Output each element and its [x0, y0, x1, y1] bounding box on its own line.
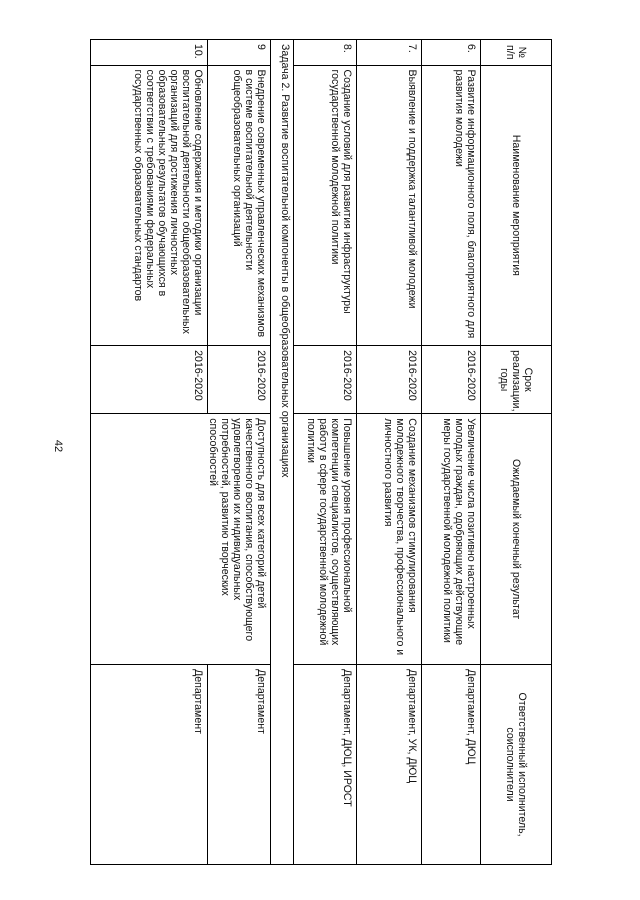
header-term: Срок реализации, годы	[481, 346, 552, 414]
row-result: Увеличение числа позитивно настроенных молодых граждан, одобряющих действующие меры государственной молодежной политики	[422, 414, 481, 665]
row-activity-name: Обновление содержания и методики организации воспитательной деятельности общеобразовательных организаций для достижения личностных образовательных результатов обучающихся в соответствии с требованиями федеральных государственных образовательных стандартов	[91, 65, 208, 346]
row-responsible: Департамент, ДЮЦ	[422, 665, 481, 865]
task-section-row	[271, 40, 294, 865]
row-responsible: Департамент	[91, 665, 208, 865]
row-responsible: Департамент, ДЮЦ, ИРОСТ	[294, 665, 357, 865]
row-number: 9	[208, 40, 271, 66]
row-number: 6.	[422, 40, 481, 66]
rotated-table-frame	[42, 39, 552, 865]
row-term: 2016-2020	[294, 346, 357, 414]
row-activity-name: Создание условий для развития инфраструктуры государственной молодежной политики	[294, 65, 357, 346]
row-number: 10.	[91, 40, 208, 66]
row-responsible: Департамент	[208, 665, 271, 865]
row-activity-name: Выявление и поддержка талантливой молодежи	[357, 65, 422, 346]
header-responsible: Ответственный исполнитель, соисполнители	[481, 665, 552, 865]
row-activity-name: Внедрение современных управленческих механизмов в системе воспитательной деятельности общеобразовательных организаций	[208, 65, 271, 346]
row-term: 2016-2020	[422, 346, 481, 414]
row-number: 7.	[357, 40, 422, 66]
table-row	[357, 40, 422, 865]
table-container	[42, 39, 552, 865]
row-result: Повышение уровня профессиональной компетенции специалистов, осуществляющих работу в сфере государственной молодежной политики	[294, 414, 357, 665]
row-result: Доступность для всех категорий детей качественного воспитания, способствующего удовлетворению их индивидуальных потребностей, развитию творческих способностей	[91, 414, 271, 665]
task-title: Задача 2. Развитие воспитательной компоненты в общеобразовательных организациях	[271, 40, 294, 865]
page-number: 42	[52, 439, 64, 453]
activities-table	[90, 39, 552, 865]
header-number: № п/п	[481, 40, 552, 66]
table-header-row	[481, 40, 552, 865]
row-activity-name: Развитие информационного поля, благоприятного для развития молодежи	[422, 65, 481, 346]
table-row	[422, 40, 481, 865]
row-number: 8.	[294, 40, 357, 66]
row-term: 2016-2020	[357, 346, 422, 414]
table-row	[294, 40, 357, 865]
row-term: 2016-2020	[208, 346, 271, 414]
row-result: Создание механизмов стимулирования молодежного творчества, профессионального и личностного развития	[357, 414, 422, 665]
header-activity-name: Наименование мероприятия	[481, 65, 552, 346]
table-row	[208, 40, 271, 865]
row-term: 2016-2020	[91, 346, 208, 414]
header-result: Ожидаемый конечный результат	[481, 414, 552, 665]
row-responsible: Департамент, УК, ДЮЦ	[357, 665, 422, 865]
